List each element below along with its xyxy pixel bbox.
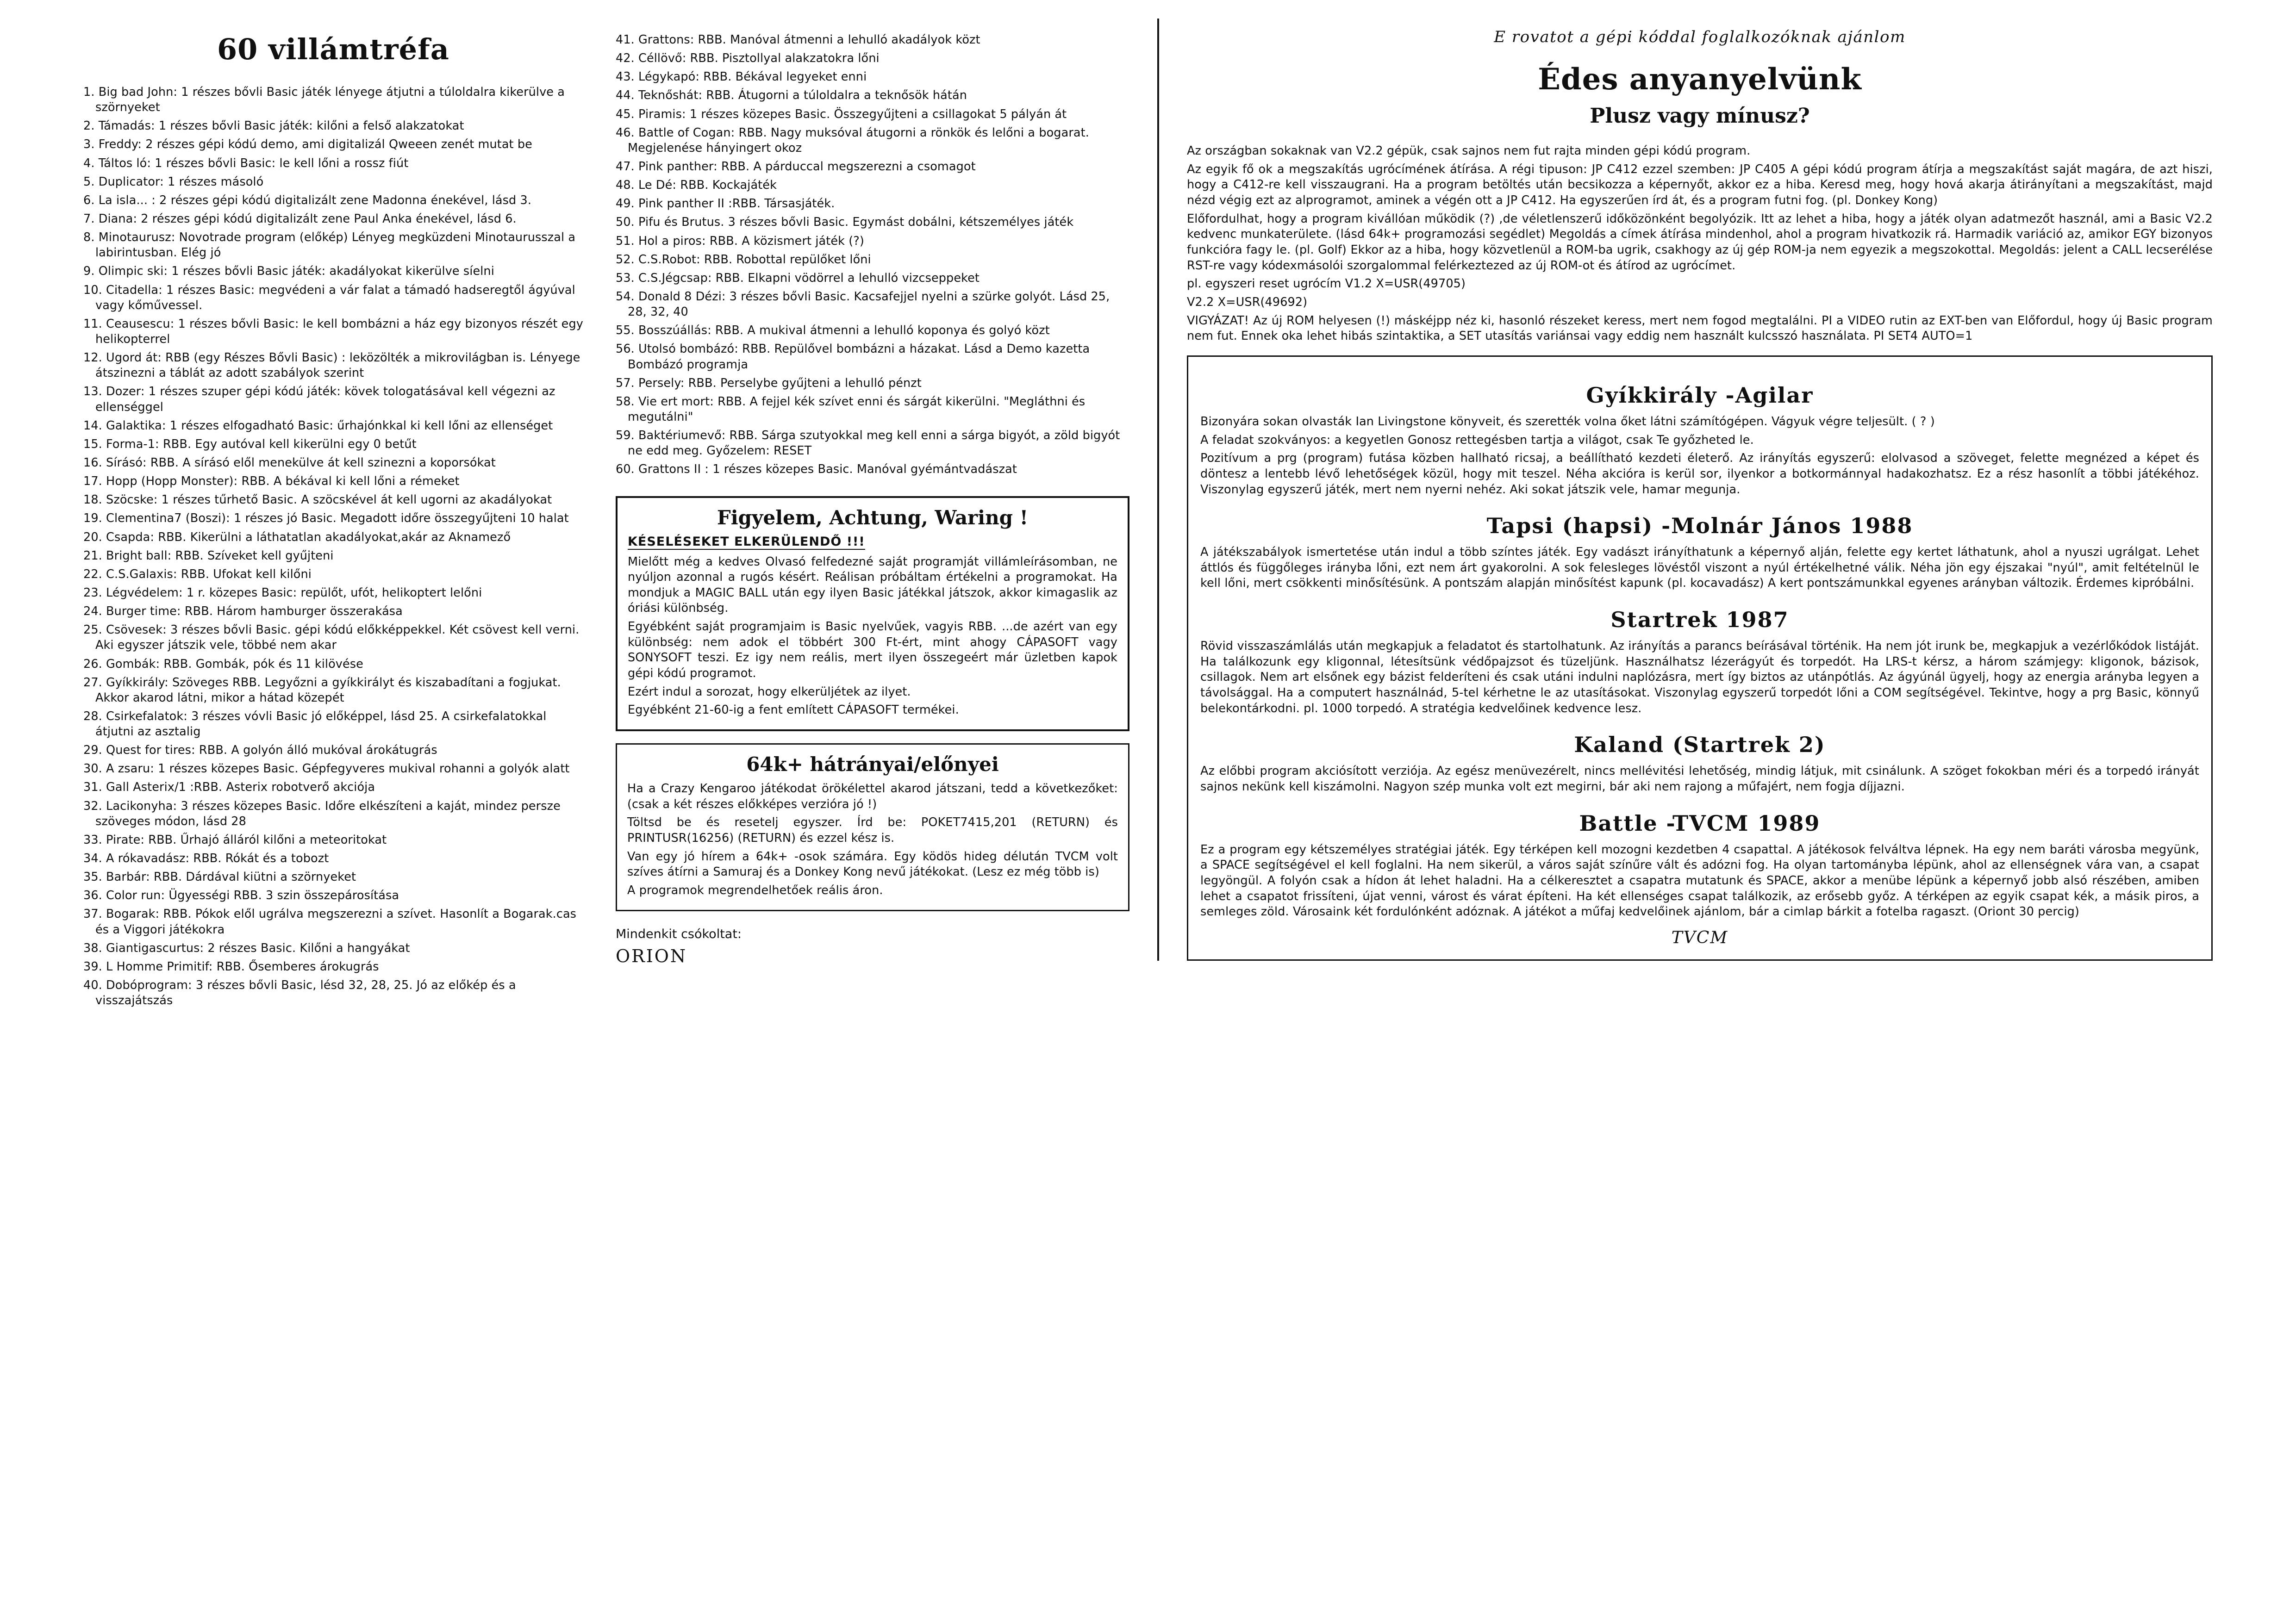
warning-paragraph: Ezért indul a sorozat, hogy elkerüljétek az ilyet. [628,684,911,699]
list-item: 47. Pink panther: RBB. A párduccal megszerezni a csomagot [616,159,976,174]
review-title-gyikkiraly: Gyíkkirály -Agilar [1586,382,1814,408]
list-item: 21. Bright ball: RBB. Szíveket kell gyűjteni [83,548,334,563]
review-title-kaland: Kaland (Startrek 2) [1574,732,1826,758]
list-item: 53. C.S.Jégcsap: RBB. Elkapni vödörrel a lehulló vizcseppeket [616,271,980,285]
column-middle [597,19,1143,966]
section-kicker: E rovatot a gépi kóddal foglalkozóknak ajánlom [1494,28,1906,46]
list-item: 32. Lacikonyha: 3 részes közepes Basic. Időre elkészíteni a kaját, mindez persze szöveges módon, lásd 28 [83,799,561,828]
list-item: 43. Légykapó: RBB. Békával legyeket enni [616,70,867,84]
list-item: 57. Persely: RBB. Perselybe gyűjteni a lehulló pénzt [616,376,922,390]
review-paragraph: Rövid visszaszámlálás után megkapjuk a feladatot és startolhatunk. Az irányítás a parancs beírásával történik. Ha nem jót irunk be, megkapjuk a vezérlőkódok listáját. Ha találkozunk egy kligonnal, létesítsünk védőpajzsot és tüzeljünk. Használhatsz lézerágyút és torpedót. Ha LRS-t kérsz, a három számjegy: kligonok, bázisok, csillagok. Nem art elsőnek egy bázist felderíteni és csak utáni indulni naplózásra, mert így biztos az utánpótlás. Az ágyúnál ügyelj, hogy az energia arányba legyen a távolsággal. Ha a computert használnád, 5-tel kérhetne le az utasításokat. Viszonylag egyszerű torpedót lőni a COM segítségével. Tekintve, hogy a prg Basic, könnyű belekontárkodni. pl. 1000 torpedó. A stratégia kedvelőinek kedvence lesz. [1200,639,2199,715]
list-item: 56. Utolsó bombázó: RBB. Repülővel bombázni a házakat. Lásd a Demo kazetta Bombázó programja [616,342,1090,372]
warning-paragraph: Egyébként saját programjaim is Basic nyelvűek, vagyis RBB. ...de azért van egy különbség: nem adok el többért 300 Ft-ért, mint ahogy CÁPASOFT vagy SONYSOFT teszi. Ez igy nem reális, mert ilyen összegeért már üzletben kapok gépi kódú programot. [628,620,1117,681]
list-item: 7. Diana: 2 részes gépi kódú digitalizált zene Paul Anka énekével, lásd 6. [83,211,517,226]
list-item: 13. Dozer: 1 részes szuper gépi kódú játék: kövek tologatásával kell végezni az ellenséggel [83,385,555,414]
list-item: 39. L Homme Primitif: RBB. Ősemberes árokugrás [83,959,379,974]
signature-name: ORION [616,945,687,966]
warning-paragraph: Mielőtt még a kedves Olvasó felfedezné saját programját villámleírásomban, ne nyúljon azonnal a rugós késért. Reálisan próbáltam értékelni a programokat. Ha mondjuk a MAGIC BALL után egy ilyen Basic játékkal játszok, akkor kimagaslik az óriási különbség. [628,554,1117,616]
list-item: 41. Grattons: RBB. Manóval átmenni a lehulló akadályok közt [616,33,980,47]
intro-paragraph: pl. egyszeri reset ugrócím V1.2 X=USR(49705) [1187,277,1466,291]
list-item: 37. Bogarak: RBB. Pókok elől ugrálva megszerezni a szívet. Hasonlít a Bogarak.cas és a Viggori játékokra [83,907,577,937]
section-title: Édes anyanyelvünk [1538,62,1862,97]
list-item: 33. Pirate: RBB. Űrhajó álláról kilőni a meteoritokat [83,833,387,847]
page-title: 60 villámtréfa [217,32,449,66]
list-item: 58. Vie ert mort: RBB. A fejjel kék szívet enni és sárgát kikerülni. "Megláthni és megutálni" [616,394,1086,424]
column-right [1157,19,2222,961]
list-item: 25. Csövesek: 3 részes bővli Basic. gépi kódú előkképpekkel. Két csövest kell verni. Aki egyszer játszik vele, többé nem akar [83,623,580,653]
intro-paragraph: VIGYÁZAT! Az új ROM helyesen (!) máskéjpp néz ki, hasonló részeket keress, mert nem fogod megtalálni. PI a VIDEO rutin az EXT-ben van Előfordul, hogy új Basic program nem fut. Ennek oka lehet hibás szintaktika, a SET utasítás variánsai vagy eddig nem használt kulcsszó használata. PI SET4 AUTO=1 [1187,313,2213,343]
list-item: 40. Dobóprogram: 3 részes bővli Basic, lésd 32, 28, 25. Jó az előkép és a visszajátszás [83,978,516,1008]
list-item: 8. Minotaurusz: Novotrade program (előkép) Lényeg megküzdeni Minotaurusszal a labirintusban. Elég jó [83,230,576,260]
list-item: 59. Baktériumevő: RBB. Sárga szutyokkal meg kell enni a sárga bigyót, a zöld bigyót ne edd meg. Győzelem: RESET [616,429,1120,458]
advantages-box [616,743,1129,911]
list-item: 44. Teknőshát: RBB. Átugorni a túloldalra a teknősök hátán [616,88,967,103]
list-item: 30. A zsaru: 1 részes közepes Basic. Gépfegyveres mukival rohanni a golyók alatt [83,762,570,776]
list-item: 52. C.S.Robot: RBB. Robottal repülőket lőni [616,252,871,267]
list-item: 28. Csirkefalatok: 3 részes vóvli Basic jó előképpel, lásd 25. A csirkefalatokkal átjutni az asztalig [83,709,547,739]
section-subtitle: Plusz vagy mínusz? [1590,104,1810,128]
list-item: 19. Clementina7 (Boszi): 1 részes jó Basic. Megadott időre összegyűjteni 10 halat [83,511,569,526]
game-list-right [616,32,1129,478]
list-item: 55. Bosszúállás: RBB. A mukival átmenni a lehulló koponya és golyó közt [616,323,1050,338]
warning-paragraph: Egyébként 21-60-ig a fent említett CÁPASOFT termékei. [628,703,959,717]
column-left [28,19,597,1012]
review-title-startrek: Startrek 1987 [1610,607,1789,633]
game-list-left [83,85,583,1008]
warning-box [616,496,1129,732]
list-item: 2. Támadás: 1 részes bővli Basic játék: kilőni a felső alakzatokat [83,119,464,133]
review-paragraph: Ez a program egy kétszemélyes stratégiai játék. Egy térképen kell mozogni kezdetben 4 csapattal. A játékosok felváltva lépnek. Ha egy nem baráti városba megyünk, a SPACE segítségével el kell foglalni. Ha nem sikerül, a város saját színűre vált és adózni fog. Ha olyan tartományba lépünk, ahol az ellenségnek vára van, a csapat legyöngül. A folyón csak a hídon át lehet haladni. Ha a célkeresztet a csapatra mutatunk és SPACE, akkor a menübe lépünk a képernyő jobb alsó részében, amiben lehet a csapatot frissíteni, újat venni, várost és várat építeni. Ha két ellenséges csapat találkozik, az erősebb győz. A térképen az egyik csapat kék, a másik piros, a semleges zöld. Városaink két fordulónként adóznak. A játékot a műfaj kedvelőinek ajánlom, bár a cimlap bárkit a fotelba ragaszt. (Oriont 30 percig) [1200,842,2199,919]
intro-paragraph: Az egyik fő ok a megszakítás ugrócímének átírása. A régi tipuson: JP C412 ezzel szemben: JP C405 A gépi kódú program átírja a megszakítást saját magára, de azt hiszi, hogy a C412-re kell visszaugrani. Ha a program betöltés után becsikozza a képernyőt, akkor ez a hiba. Keresd meg, hogy hová akarja átirányítani a megszakítást, majd nézd végig ezt az alprogramot, aminek a végén ott a JP C412. Ha egyszerűen írd át, és a program futni fog. (pl. Donkey Kong) [1187,162,2213,207]
advantages-paragraph: Van egy jó hírem a 64k+ -osok számára. Egy ködös hideg délután TVCM volt szíves átírni a Samuraj és a Donkey Kong nevű játékokat. (Lesz ez még több is) [627,849,1118,879]
list-item: 6. La isla... : 2 részes gépi kódú digitalizált zene Madonna énekével, lásd 3. [83,193,532,207]
advantages-paragraph: Ha a Crazy Kengaroo játékodat örökélettel akarod játszani, tedd a következőket: (csak a két részes előkképes verzióra jó !) [627,782,1118,811]
list-item: 35. Barbár: RBB. Dárdával kiütni a szörnyeket [83,870,356,884]
review-paragraph: Pozitívum a prg (program) futása közben hallható ricsaj, a beállítható kezdeti életerő. Az irányítás egyszerű: elolvasod a szöveget, felette megnézed a képet és döntesz a lentebb lévő lehetőségek közül, hogy mit teszel. Néha akcióra is kerül sor, ilyenkor a botkormánnyal hadakozhatsz. Ez a rész hasonlít a többi játékéhoz. Viszonylag egyszerű játék, mert nem nyerni nehéz. Aki sokat játszik vele, hamar megunja. [1200,451,2199,497]
list-item: 31. Gall Asterix/1 :RBB. Asterix robotverő akciója [83,780,375,795]
list-item: 38. Giantigascurtus: 2 részes Basic. Kilőni a hangyákat [83,941,410,955]
list-item: 36. Color run: Ügyességi RBB. 3 szin összepárosítása [83,889,399,903]
list-item: 34. A rókavadász: RBB. Rókát és a tobozt [83,852,329,866]
list-item: 11. Ceausescu: 1 részes bővli Basic: le kell bombázni a ház egy bizonyos részét egy helikopterrel [83,317,583,346]
list-item: 9. Olimpic ski: 1 részes bővli Basic játék: akadályokat kikerülve síelni [83,264,494,279]
list-item: 14. Galaktika: 1 részes elfogadható Basic: űrhajónkkal ki kell lőni az ellenséget [83,418,553,433]
list-item: 27. Gyíkkirály: Szöveges RBB. Legyőzni a gyíkkirályt és kiszabadítani a fogjukat. Akkor akarod látni, mikor a hátad közepét [83,675,561,705]
intro-paragraph: V2.2 X=USR(49692) [1187,295,1308,309]
advantages-title: 64k+ hátrányai/előnyei [746,753,999,776]
intro-paragraph: Az országban sokaknak van V2.2 gépük, csak sajnos nem fut rajta minden gépi kódú program. [1187,144,1751,158]
list-item: 49. Pink panther II :RBB. Társasjáték. [616,197,835,211]
list-item: 22. C.S.Galaxis: RBB. Ufokat kell kilőni [83,567,312,581]
warning-title: Figyelem, Achtung, Waring ! [717,506,1029,529]
list-item: 20. Csapda: RBB. Kikerülni a láthatatlan akadályokat,akár az Aknamező [83,530,511,544]
list-item: 15. Forma-1: RBB. Egy autóval kell kikerülni egy 0 betűt [83,437,417,451]
list-item: 29. Quest for tires: RBB. A golyón álló mukóval árokátugrás [83,743,437,758]
intro-paragraph: Előfordulhat, hogy a program kivállóan működik (?) ,de véletlenszerű időközönként begolyózik. Itt az lehet a hiba, hogy a játék olyan adatmezőt használ, ami a Basic V2.2 kedvenc munkaterülete. (lásd 64k+ programozási segédlet) Megoldás a címek átírása mindenhol, ahol a program hivatkozik rá. Harmadik variáció az, amikor EGY bizonyos funkcióra fagy le. (pl. Golf) Ekkor az a hiba, hogy közvetlenül a ROM-ba ugrik, csakhogy az új gép ROM-ja nem egyezik a megszokottal. Megoldás: jelent a CALL lecserélése RST-re vagy kódexmásolói szorgalommal felérkeztezed az új ROM-ot és átírod az ugrócímet. [1187,211,2213,273]
list-item: 60. Grattons II : 1 részes közepes Basic. Manóval gyémántvadászat [616,462,1017,477]
list-item: 45. Piramis: 1 részes közepes Basic. Összegyűjteni a csillagokat 5 pályán át [616,107,1067,121]
page-columns [28,19,2268,1604]
list-item: 4. Táltos ló: 1 részes bővli Basic: le kell lőni a rossz fiút [83,156,409,170]
list-item: 17. Hopp (Hopp Monster): RBB. A békával ki kell lőni a rémeket [83,474,460,489]
advantages-paragraph: A programok megrendelhetőek reális áron. [627,883,883,898]
review-signature: TVCM [1671,928,1728,947]
signature-text: Mindenkit csókoltat: [616,927,742,941]
list-item: 10. Citadella: 1 részes Basic: megvédeni a vár falat a támadó hadseregtől ágyúval vagy kőművessel. [83,283,575,312]
list-item: 51. Hol a piros: RBB. A közismert játék (?) [616,234,864,248]
reviews-frame [1187,355,2213,961]
list-item: 12. Ugord át: RBB (egy Részes Bővli Basic) : leközölték a mikrovilágban is. Lényege átszinezni a táblát az adott szabályok szerint [83,351,580,380]
review-title-tapsi: Tapsi (hapsi) -Molnár János 1988 [1486,513,1913,539]
list-item: 18. Szöcske: 1 részes tűrhető Basic. A szöcskével át kell ugorni az akadályokat [83,493,552,507]
review-paragraph: A feladat szokványos: a kegyetlen Gonosz rettegésben tartja a világot, csak Te győzheted le. [1200,433,1754,447]
list-item: 1. Big bad John: 1 részes bővli Basic játék lényege átjutni a túloldalra kikerülve a szörnyeket [83,85,565,115]
warning-subtitle: KÉSELÉSEKET ELKERÜLENDŐ !!! [628,534,865,549]
list-item: 24. Burger time: RBB. Három hamburger összerakása [83,604,403,619]
list-item: 50. Pifu és Brutus. 3 részes bővli Basic. Egymást dobálni, kétszemélyes játék [616,215,1074,230]
advantages-paragraph: Töltsd be és resetelj egyszer. Írd be: POKET7415,201 (RETURN) és PRINTUSR(16256) (RETURN) és ezzel kész is. [627,815,1118,846]
review-paragraph: Bizonyára sokan olvasták Ian Livingstone könyveit, és szerették volna őket látni számítógépen. Vágyuk végre teljesült. ( ? ) [1200,414,1935,429]
list-item: 3. Freddy: 2 részes gépi kódú demo, ami digitalizál Qweeen zenét mutat be [83,137,532,152]
list-item: 54. Donald 8 Dézi: 3 részes bővli Basic. Kacsafejjel nyelni a szürke golyót. Lásd 25, 28, 32, 40 [616,289,1110,319]
list-item: 42. Céllövő: RBB. Pisztollyal alakzatokra lőni [616,51,880,66]
review-title-battle: Battle -TVCM 1989 [1579,810,1821,836]
list-item: 16. Sírásó: RBB. A sírásó elől menekülve át kell szinezni a koporsókat [83,455,496,470]
list-item: 5. Duplicator: 1 részes másoló [83,174,264,189]
list-item: 26. Gombák: RBB. Gombák, pók és 11 kilövése [83,657,363,671]
list-item: 48. Le Dé: RBB. Kockajáték [616,178,777,193]
signature-block [616,927,1129,966]
review-paragraph: Az előbbi program akciósított verziója. Az egész menüvezérelt, nincs mellévitési lehetőség, mindig látjuk, mit csinálunk. A szöget fokokban méri és a torpedó irányát sajnos nekünk kell kiszámolni. Nagyon szép munka volt ezt megirni, bár aki nem rajong a műfajért, nem fogja díjjazni. [1200,764,2199,794]
list-item: 23. Légvédelem: 1 r. közepes Basic: repülőt, ufót, helikoptert lelőni [83,585,482,600]
list-item: 46. Battle of Cogan: RBB. Nagy muksóval átugorni a rönkök és lelőni a bogarat. Megjelenése hányingert okoz [616,125,1089,155]
review-paragraph: A játékszabályok ismertetése után indul a több színtes játék. Egy vadászt irányíthatunk a képernyő alján, felette egy kertet láthatunk, ahol a nyuszi ugrálgat. Lehet áttlós és függőleges irányba lőni, ezt nem árt gyakorolni. A sok felesleges lövéstől viszont a nyúl értékelhetné válik. Néha jön egy éjszakai "nyúl", amit feltételnül le kell lőni, mert csökkenti minősítésünk. A pontszám alapján minősítést kapunk (pl. kocavadász) A kert pontszámunkkal egyenes arányban változik. Érdemes kipróbálni. [1200,545,2199,591]
